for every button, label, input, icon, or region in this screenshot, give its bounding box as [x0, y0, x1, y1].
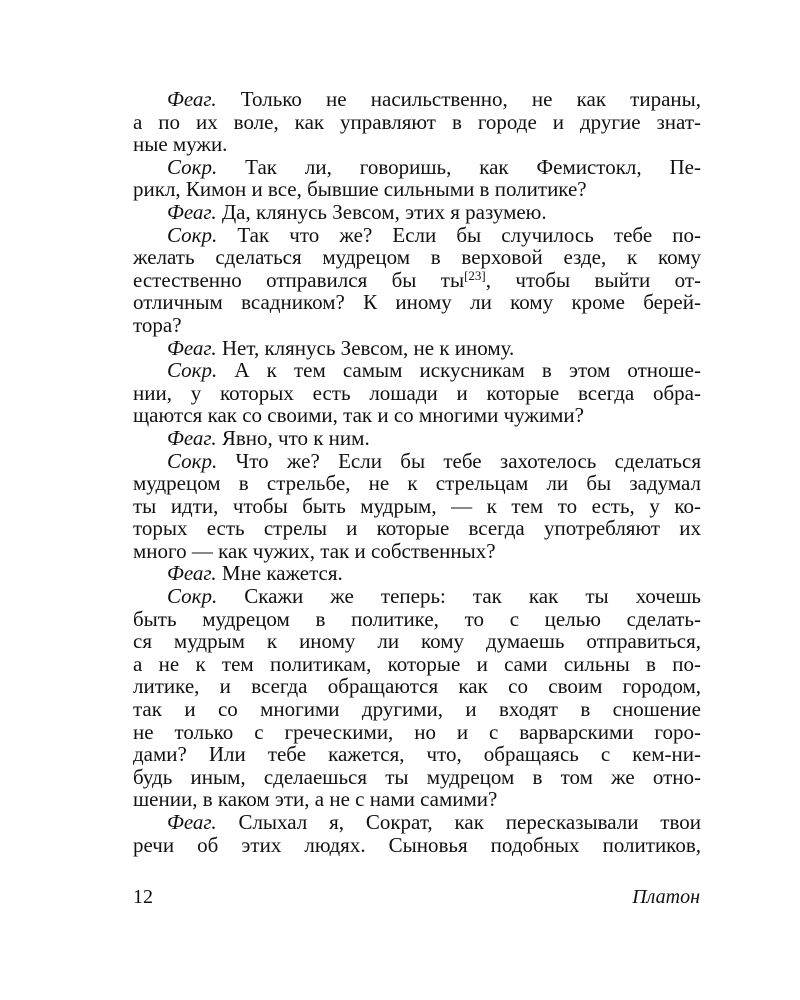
speaker-label: Сокр. [167, 358, 218, 383]
text-line: Феаг. Только не насильственно, не как тираны, [167, 87, 701, 111]
text-line: Сокр. Так ли, говоришь, как Фемистокл, Пе- [167, 154, 701, 179]
text-line: будь иным, сделаешься ты мудрецом в том же отно- [133, 764, 701, 789]
dialogue-text [133, 88, 701, 856]
speaker-label: Феаг. [167, 425, 217, 450]
paragraph-10 [133, 585, 701, 811]
paragraph-9 [133, 562, 701, 585]
text-line: естественно отправился бы ты[23], чтобы выйти от- [133, 267, 702, 292]
text-line: Феаг. Явно, что к ним. [167, 425, 370, 450]
page-number: 12 [133, 886, 153, 908]
speaker-label: Сокр. [167, 222, 218, 247]
text-line: речи об этих людях. Сыновья подобных политиков, [133, 832, 701, 857]
paragraph-4 [133, 224, 701, 337]
text-line: Феаг. Мне кажется. [167, 561, 343, 586]
footnote-ref[interactable]: [23] [464, 267, 486, 283]
text-line: щаются как со своими, так и со многими чужими? [133, 403, 584, 428]
text-line: а по их воле, как управляют в городе и другие знат- [133, 109, 701, 134]
text-line: Сокр. Скажи же теперь: так как ты хочешь [167, 584, 701, 609]
speaker-label: Феаг. [167, 87, 217, 111]
text-line: быть мудрецом в политике, то с целью сделать- [133, 606, 701, 631]
speaker-label: Сокр. [167, 448, 218, 473]
text-line: так и со многими другими, и входят в сношение [133, 697, 701, 722]
paragraph-5 [133, 337, 701, 360]
paragraph-2 [133, 156, 701, 201]
text-line: Сокр. А к тем самым искусникам в этом отноше- [167, 358, 701, 383]
paragraph-7 [133, 427, 701, 450]
text-line: торых есть стрелы и которые всегда употребляют их [133, 516, 701, 541]
running-title: Платон [632, 886, 700, 908]
speaker-label: Феаг. [167, 810, 217, 834]
speaker-label: Сокр. [167, 154, 218, 179]
paragraph-11 [133, 811, 701, 856]
text-line: ные мужи. [133, 132, 228, 157]
text-line: рикл, Кимон и все, бывшие сильными в политике? [133, 177, 587, 202]
text-line: Сокр. Что же? Если бы тебе захотелось сделаться [167, 448, 701, 473]
paragraph-8 [133, 450, 701, 563]
text-line: Феаг. Нет, клянусь Зевсом, не к иному. [167, 335, 515, 360]
text-line: тора? [133, 312, 182, 337]
text-line: а не к тем политикам, которые и сами сильны в по- [133, 651, 701, 676]
text-line: шении, в каком эти, а не с нами самими? [133, 787, 498, 812]
text-line: желать сделаться мудрецом в верховой езде, к кому [133, 245, 701, 270]
text-line: мудрецом в стрельбе, не к стрельцам ли бы задумал [133, 471, 701, 496]
text-line: Феаг. Да, клянусь Зевсом, этих я разумею. [167, 199, 547, 224]
text-line: литике, и всегда обращаются как со своим городом, [133, 674, 701, 699]
speaker-label: Феаг. [167, 335, 217, 360]
paragraph-6 [133, 359, 701, 427]
paragraph-3 [133, 201, 701, 224]
text-line: отличным всадником? К иному ли кому кроме берей- [133, 290, 701, 315]
speaker-label: Феаг. [167, 561, 217, 586]
text-line: много — как чужих, так и собственных? [133, 538, 496, 563]
text-line: не только с греческими, но и с варварскими горо- [133, 719, 701, 744]
speaker-label: Сокр. [167, 584, 218, 609]
text-line: ты идти, чтобы быть мудрым, — к тем то есть, у ко- [133, 493, 701, 518]
text-line: нии, у которых есть лошади и которые всегда обра- [133, 380, 701, 405]
text-line: ся мудрым к иному ли кому думаешь отправиться, [133, 629, 701, 654]
text-line: Сокр. Так что же? Если бы случилось тебе по- [167, 222, 701, 247]
paragraph-1 [133, 88, 701, 156]
text-line: Феаг. Слыхал я, Сократ, как пересказывали твои [167, 810, 701, 834]
text-line: дами? Или тебе кажется, что, обращаясь с кем-ни- [133, 742, 701, 767]
speaker-label: Феаг. [167, 199, 217, 224]
